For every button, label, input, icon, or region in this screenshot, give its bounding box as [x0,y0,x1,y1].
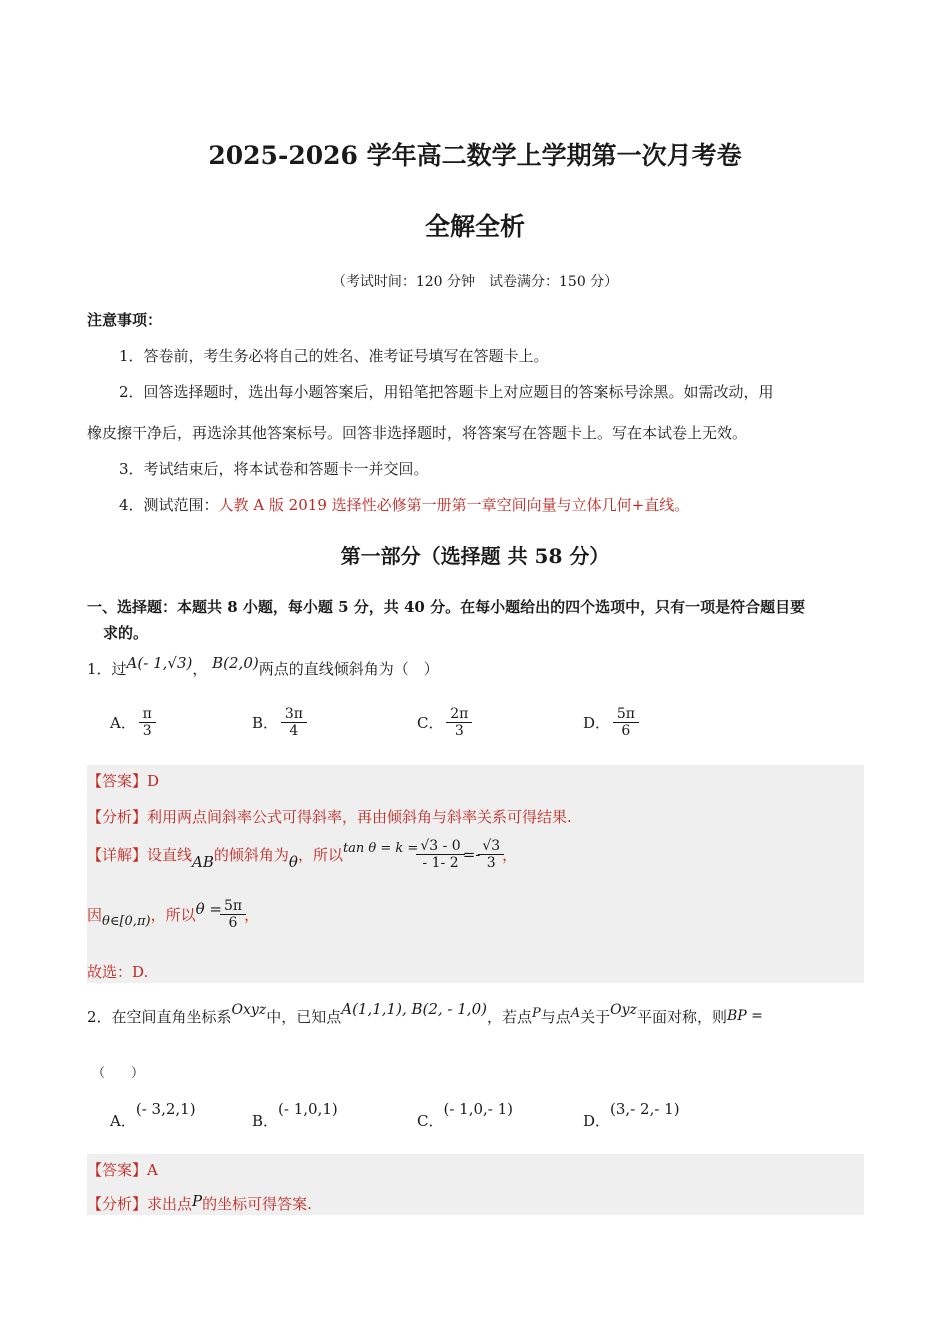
q2-cond-d: 平面对称，则 [636,1008,727,1026]
q1-option-a [110,706,154,739]
q2-option-c [417,1098,514,1130]
q2-stem [87,1000,763,1027]
note-item-1: 1．答卷前，考生务必将自己的姓名、准考证号填写在答题卡上。 [119,347,549,365]
q1-because [87,898,259,931]
q1-because-den: 6 [228,915,238,931]
q2-analysis-a: 求出点 [147,1195,193,1213]
q2-option-c-label: C． [417,1112,444,1130]
q1-separator: ， [192,660,208,678]
exam-info: （考试时间：120 分钟 试卷满分：150 分） [331,274,619,290]
q2-answer-value: A [147,1161,158,1179]
q2-analysis-tag: 【分析】 [87,1195,148,1213]
q1-option-d-label: D． [583,714,611,732]
q1-because-end: ， [244,906,260,924]
q1-tail: 两点的直线倾斜角为（ ） [258,660,439,678]
q1-point-a: A(- 1,√3) [126,654,193,672]
q1-choice: 故选：D. [87,963,149,981]
q1-because-a: 因 [87,906,103,924]
q2-option-d-value: (3,- 2,- 1) [610,1100,680,1118]
q1-detail-b: 的倾斜角为 [213,846,289,864]
q2-analysis-b: 的坐标可得答案. [202,1195,312,1213]
note-item-4 [119,494,689,515]
q2-option-b-label: B． [252,1112,279,1130]
note-item-4-prefix: 4．测试范围： [119,496,219,514]
q1-detail-c: ，所以 [297,846,343,864]
q1-analysis-text: 利用两点间斜率公式可得斜率，再由倾斜角与斜率关系可得结果. [147,808,572,826]
q2-option-c-value: (- 1,0,- 1) [443,1100,514,1118]
q1-option-a-label: A． [110,714,136,732]
q2-cond-b: 与点 [540,1008,571,1026]
q1-detail-theta: θ [288,852,298,871]
part1-heading: 第一部分（选择题 共 58 分） [340,544,610,568]
q1-solution-box [87,765,864,983]
q1-option-b-label: B． [252,714,279,732]
q2-cond-a: ，若点 [486,1008,532,1026]
q1-detail-end: ， [502,846,518,864]
q1-option-d-num: 5π [616,706,635,722]
q2-mid: 中，已知点 [266,1008,342,1026]
q1-detail-tan: tan θ = k = [342,841,419,856]
note-item-2-cont: 橡皮擦干净后，再选涂其他答案标号。回答非选择题时，将答案写在答题卡上。写在本试卷上无效。 [87,424,748,442]
note-item-2: 2．回答选择题时，选出每小题答案后，用铅笔把答题卡上对应题目的答案标号涂黑。如需改动，用 [119,383,774,401]
q2-system: Oxyz [231,1002,267,1018]
q2-points: A(1,1,1), B(2, - 1,0) [341,1000,487,1018]
q2-bp: BP = [726,1008,763,1024]
note-item-3: 3．考试结束后，将本试卷和答题卡一并交回。 [119,460,429,478]
page-subtitle: 全解全析 [424,212,525,241]
q2-paren: （ ） [92,1066,145,1081]
q1-option-c [417,706,470,739]
q1-detail-result-num: √3 [482,838,501,854]
q1-option-b-num: 3π [284,706,303,722]
q1-answer [87,770,159,791]
q1-because-num: 5π [223,898,243,914]
q2-option-b [252,1098,338,1130]
q2-number: 2．在空间直角坐标系 [87,1008,232,1026]
q1-option-d [583,706,637,739]
q1-detail [87,838,517,871]
notes-heading: 注意事项： [87,311,163,329]
q2-point-a: A [570,1006,581,1021]
q2-answer-tag: 【答案】 [87,1161,148,1179]
q1-option-c-label: C． [417,714,444,732]
q2-option-a-value: (- 3,2,1) [135,1100,196,1118]
q1-detail-ab: AB [192,852,214,871]
q2-option-b-value: (- 1,0,1) [278,1100,338,1118]
q2-option-d [583,1098,680,1130]
q1-answer-tag: 【答案】 [87,772,148,790]
q2-option-d-label: D． [583,1112,611,1130]
q2-answer [87,1159,158,1180]
q1-answer-value: D [147,772,160,790]
q1-option-b [252,706,305,739]
q2-analysis [87,1193,312,1214]
part1-instructions-cont: 求的。 [103,624,149,642]
q1-stem [87,654,439,679]
note-item-4-scope: 人教 A 版 2019 选择性必修第一册第一章空间向量与立体几何+直线。 [218,496,690,514]
q1-detail-frac-den: - 1- 2 [422,855,459,871]
q1-option-a-den: 3 [142,723,152,739]
q1-detail-eq: =- [462,845,481,864]
q1-because-b: ，所以 [150,906,196,924]
q2-plane: Oyz [610,1002,637,1018]
q1-because-theta: θ = [195,899,222,918]
q2-option-a-label: A． [110,1112,136,1130]
q1-number: 1．过 [87,660,127,678]
q1-option-d-den: 6 [621,723,631,739]
part1-instructions: 一、选择题：本题共 8 小题，每小题 5 分，共 40 分。在每小题给出的四个选项中，只有一项是符合题目要 [87,598,806,616]
q1-option-c-den: 3 [454,723,464,739]
q2-point-p: P [532,1006,541,1021]
q1-detail-frac-num: √3 - 0 [420,838,461,854]
q2-cond-c: 关于 [580,1008,611,1026]
q2-analysis-p: P [192,1192,203,1210]
q1-detail-result-den: 3 [486,855,496,871]
page-title: 2025-2026 学年高二数学上学期第一次月考卷 [208,141,742,170]
q1-option-b-den: 4 [289,723,299,739]
q1-analysis-tag: 【分析】 [87,808,148,826]
q1-because-range: θ∈[0,π) [102,913,151,929]
q1-detail-tag: 【详解】 [87,846,148,864]
q1-option-c-num: 2π [450,706,469,722]
q1-detail-a: 设直线 [147,846,193,864]
q1-analysis [87,806,572,827]
q1-option-a-num: π [142,706,152,722]
q2-option-a [110,1098,196,1130]
q1-point-b: B(2,0) [212,654,259,672]
